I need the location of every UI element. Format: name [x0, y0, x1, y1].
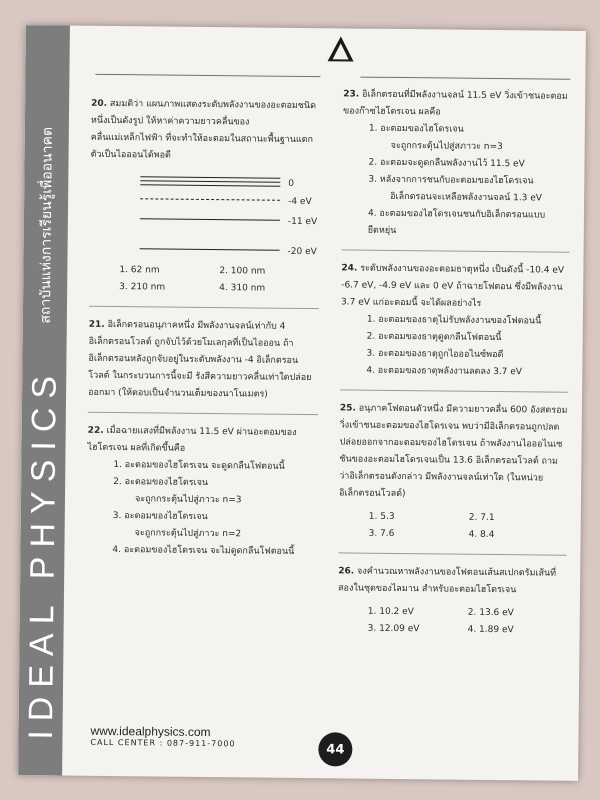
call-center: CALL CENTER : 087-911-7000 — [90, 737, 236, 749]
option: 2. อะตอมจะดูดกลืนพลังงานไว้ 11.5 eV — [368, 157, 525, 170]
subtitle-vertical-text: สถาบันแห่งการเรียนรู้เพื่ออนาคต — [37, 126, 56, 324]
option: 4. อะตอมของไฮโดรเจนชนกับอิเล็กตรอนแบบยืดหยุ่น — [367, 208, 546, 236]
question-text: อิเล็กตรอนที่มีพลังงานจลน์ 11.5 eV วิ่งเข้าชนอะตอมของก๊าซไฮโดรเจน ผลคือ — [343, 89, 568, 118]
option: 2. อะตอมของไฮโดรเจน — [113, 477, 209, 489]
option: 4. อะตอมของไฮโดรเจน จะไม่ดูดกลืนโฟตอนนี้ — [112, 545, 295, 557]
energy-level-line — [140, 248, 280, 250]
choice: 1. 10.2 eV — [367, 606, 414, 618]
answer-choices — [369, 509, 569, 545]
energy-level-line — [140, 198, 280, 200]
choice: 3. 12.09 eV — [367, 623, 420, 635]
level-label: -20 eV — [287, 246, 317, 258]
question-23 — [343, 86, 571, 122]
energy-level-line — [140, 184, 280, 186]
choice: 2. 100 nm — [219, 266, 266, 277]
question-number: 26. — [338, 566, 355, 577]
left-column — [86, 96, 321, 561]
question-number: 20. — [91, 98, 108, 109]
choice: 2. 13.6 eV — [467, 607, 514, 619]
level-label: -4 eV — [288, 196, 312, 208]
divider — [89, 306, 319, 309]
question-text: อิเล็กตรอนอนุภาคหนึ่ง มีพลังงานจลน์เท่ากับ 4 อิเล็กตรอนโวลต์ ถูกจับไว้ด้วยโมเลกุลที่เป็นไอออน ถ้าอิเล็กตรอนหลังถูกจับอยู่ในระดับพลังงาน -4 อิเล็กตรอนโวลต์ ในกระบวนการนี้จะมี รังสีความยาวคลื่นเท่าใดปล่อยออกมา (ให้ตอบเป็นจำนวนเต็มของนาโนเมตร) — [88, 319, 312, 400]
question-number: 24. — [341, 263, 358, 274]
choice: 2. 7.1 — [468, 512, 495, 524]
option: จะถูกกระตุ้นไปสู่ภาวะ n=3 — [134, 494, 242, 506]
question-26 — [338, 563, 566, 599]
energy-level-line — [140, 218, 280, 220]
website-url: www.idealphysics.com — [90, 723, 211, 740]
option: 3. อะตอมของธาตุถูกไอออไนซ์พอดี — [366, 348, 504, 361]
question-25 — [339, 400, 568, 504]
divider — [338, 552, 566, 555]
option: 1. อะตอมของไฮโดรเจน จะดูดกลืนโฟตอนนี้ — [113, 460, 285, 472]
answer-choices — [119, 262, 319, 298]
question-number: 23. — [343, 89, 360, 100]
question-24 — [341, 260, 570, 313]
question-number: 25. — [339, 403, 356, 414]
option: 3. อะตอมของไฮโดรเจน — [112, 511, 208, 523]
choice: 3. 7.6 — [368, 528, 395, 539]
right-column — [338, 86, 572, 639]
option: 2. อะตอมของธาตุดูดกลืนโฟตอนนี้ — [366, 331, 502, 344]
divider — [342, 249, 570, 252]
level-label: -11 eV — [287, 216, 318, 228]
divider — [88, 412, 318, 415]
choice: 3. 210 nm — [119, 282, 166, 293]
question-21 — [88, 317, 319, 404]
option: 1. อะตอมของธาตุไม่รับพลังงานของโฟตอนนี้ — [366, 314, 542, 327]
question-number: 21. — [88, 319, 105, 330]
question-22 — [87, 423, 317, 459]
choice: 4. 310 nm — [219, 283, 266, 294]
energy-level-line — [140, 176, 280, 178]
energy-level-diagram — [140, 170, 341, 258]
option: 1. อะตอมของไฮโดรเจน — [368, 123, 464, 135]
choice: 4. 1.89 eV — [467, 624, 514, 636]
option: อิเล็กตรอนจะเหลือพลังงานจลน์ 1.3 eV — [390, 191, 543, 204]
header-rule-left — [95, 74, 320, 77]
question-text: อนุภาคโฟตอนตัวหนึ่ง มีความยาวคลื่น 600 อังสตรอม วิ่งเข้าชนอะตอมของไฮโดรเจน พบว่ามีอิเล็กตรอนถูกปลดปล่อยออกจากอะตอมของไฮโดรเจน ถ้าพลังงานไอออไนเซชันของอะตอมไฮโดรเจนเป็น 13.6 อิเล็กตรอนโวลต์ ถามว่าอิเล็กตรอนดังกล่าว มีพลังงานจลน์เท่าใด (ในหน่วยอิเล็กตรอนโวลต์) — [339, 403, 568, 500]
header-rule-right — [360, 77, 570, 80]
book-page — [18, 25, 586, 781]
question-number: 22. — [87, 425, 104, 436]
option: จะถูกกระตุ้นไปสู่ภาวะ n=2 — [134, 528, 242, 540]
answer-choices — [368, 604, 568, 640]
question-text: เมื่อฉายแสงที่มีพลังงาน 11.5 eV ผ่านอะตอมของไฮโดรเจน ผลที่เกิดขึ้นคือ — [87, 425, 297, 454]
question-text: จงคำนวณหาพลังงานของโฟตอนเส้นสเปกตรัมเส้นที่สองในชุดของไลมาน สำหรับอะตอมไฮโดรเจน — [338, 566, 557, 596]
brand-vertical-text: IDEAL PHYSICS — [21, 366, 64, 740]
option: 4. อะตอมของธาตุพลังงานลดลง 3.7 eV — [366, 365, 523, 378]
choice: 4. 8.4 — [468, 529, 495, 541]
option: จะถูกกระตุ้นไปสู่สภาวะ n=3 — [390, 140, 503, 153]
ip-logo-icon — [326, 34, 356, 64]
question-text: ระดับพลังงานของอะตอมธาตุหนึ่ง เป็นดังนี้ -10.4 eV -6.7 eV, -4.9 eV และ 0 eV ถ้าฉายโฟตอน ซึ่งมีพลังงาน 3.7 eV แก่อะตอมนี้ จะได้ผลอย่างไร — [341, 263, 565, 309]
page-number: 44 — [318, 732, 352, 766]
energy-level-line — [140, 180, 280, 182]
choice: 1. 62 nm — [119, 265, 160, 276]
question-20 — [90, 96, 321, 166]
option: 3. หลังจากการชนกับอะตอมของไฮโดรเจน — [368, 174, 534, 187]
level-label: 0 — [288, 178, 295, 189]
question-text: สมมติว่า แผนภาพแสดงระดับพลังงานของอะตอมชนิดหนึ่งเป็นดังรูป ให้หาค่าความยาวคลื่นของคลื่นแม่เหล็กไฟฟ้า ที่จะทำให้อะตอมในสถานะพื้นฐานแตกตัวเป็นไอออนได้พอดี — [90, 98, 316, 161]
divider — [340, 389, 568, 392]
choice: 1. 5.3 — [368, 511, 395, 522]
